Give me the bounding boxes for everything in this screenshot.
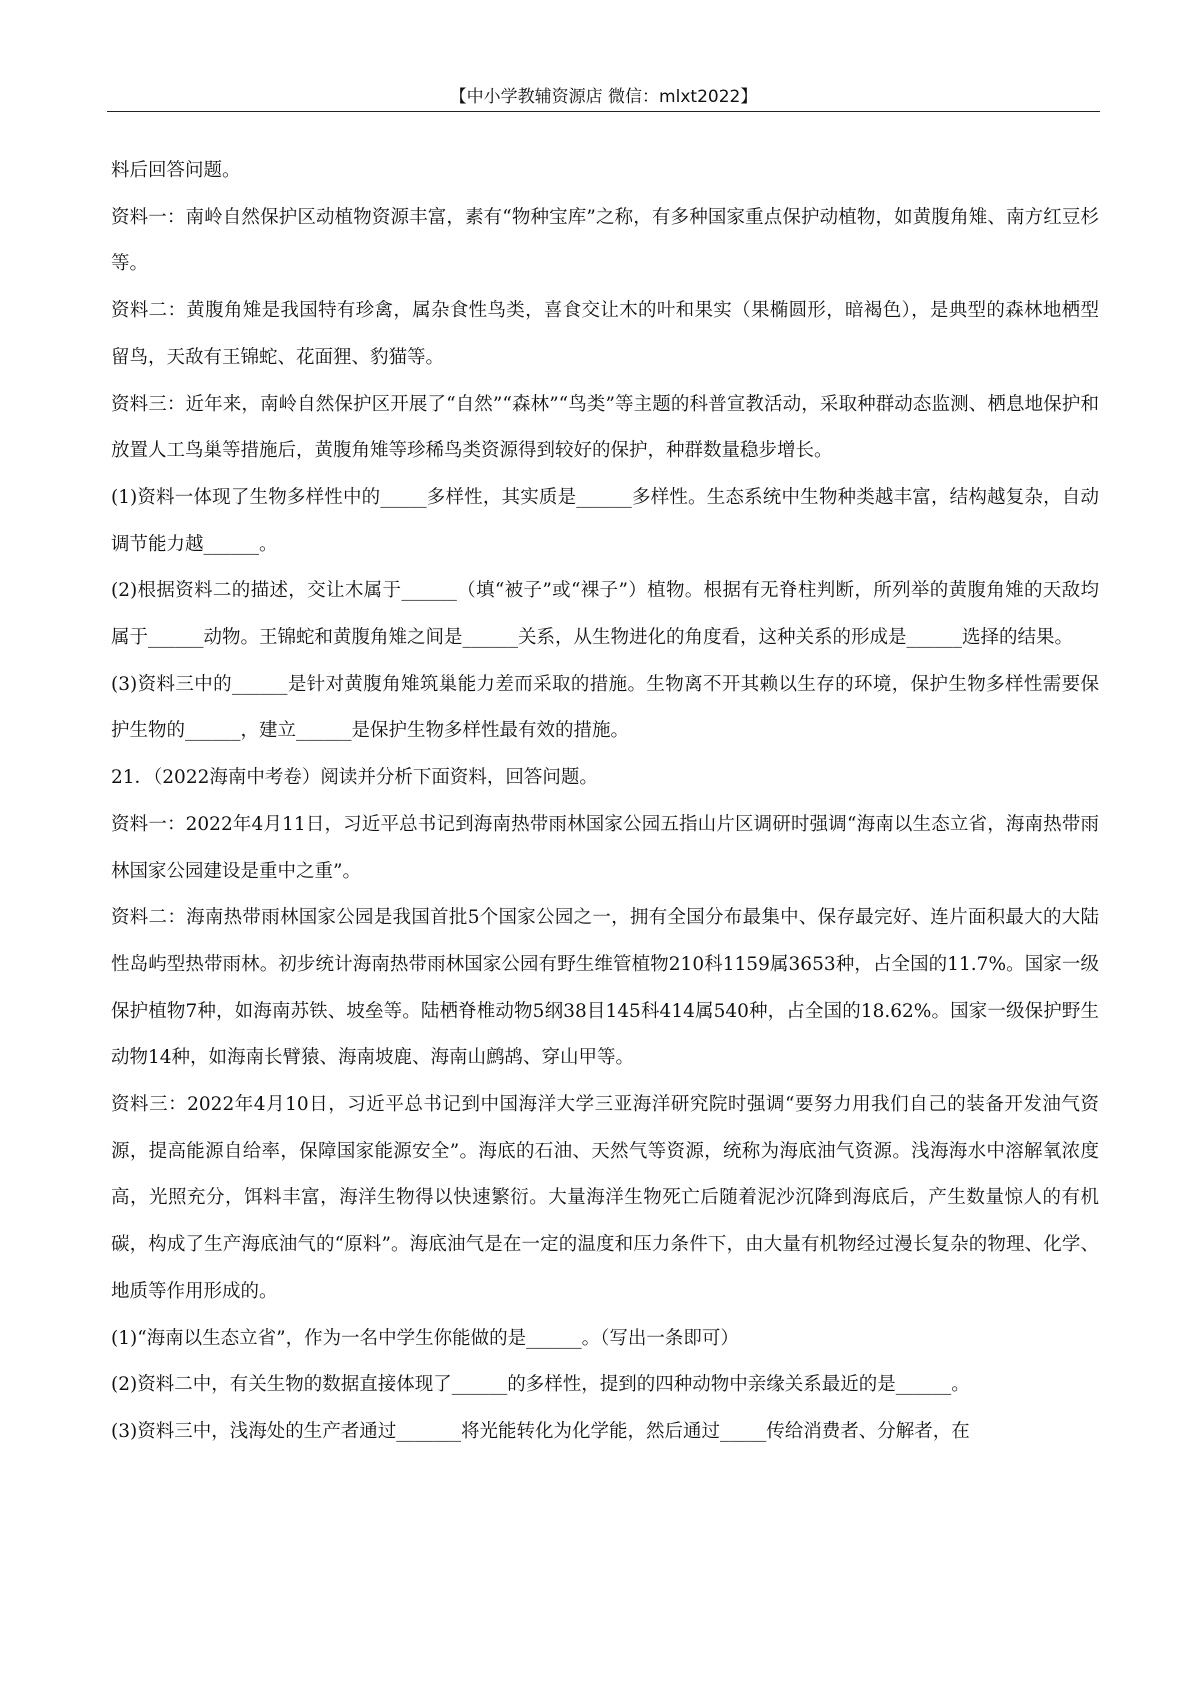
question-1: (1)资料一体现了生物多样性中的_____多样性，其实质是______多样性。生态系统中生物种类越丰富，结构越复杂，自动调节能力越______。 xyxy=(111,486,1099,555)
problem-21-heading: 21．（2022海南中考卷）阅读并分析下面资料，回答问题。 xyxy=(111,767,598,789)
paragraph-material-3: 资料三：近年来，南岭自然保护区开展了“自然”“森林”“鸟类”等主题的科普宣教活动，采取种群动态监测、栖息地保护和放置人工鸟巢等措施后，黄腹角雉等珍稀鸟类资源得到较好的保护，种群数量稳步增长。 xyxy=(111,393,1099,462)
paragraph-21-material-1: 资料一：2022年4月11日，习近平总书记到海南热带雨林国家公园五指山片区调研时强调“海南以生态立省，海南热带雨林国家公园建设是重中之重”。 xyxy=(111,813,1099,882)
paragraph-continuation: 料后回答问题。 xyxy=(111,160,241,181)
question-3: (3)资料三中的______是针对黄腹角雉筑巢能力差而采取的措施。生物离不开其赖以生存的环境，保护生物多样性需要保护生物的______，建立______是保护生物多样性最有效的措施。 xyxy=(111,673,1099,742)
paragraph-material-1: 资料一：南岭自然保护区动植物资源丰富，素有“物种宝库”之称，有多种国家重点保护动植物，如黄腹角雉、南方红豆杉等。 xyxy=(111,206,1099,275)
paragraph-21-material-2: 资料二：海南热带雨林国家公园是我国首批5个国家公园之一，拥有全国分布最集中、保存最完好、连片面积最大的大陆性岛屿型热带雨林。初步统计海南热带雨林国家公园有野生维管植物210科1159属3653种，占全国的11.7%。国家一级保护植物7种，如海南苏铁、坡垒等。陆栖脊椎动物5纲38目145科414属540种，占全国的18.62%。国家一级保护野生动物14种，如海南长臂猿、海南坡鹿、海南山鹧鸪、穿山甲等。 xyxy=(111,907,1099,1069)
question-2: (2)根据资料二的描述，交让木属于______（填“被子”或“裸子”）植物。根据有无脊柱判断，所列举的黄腹角雉的天敌均属于______动物。王锦蛇和黄腹角雉之间是______关系，从生物进化的角度看，这种关系的形成是______选择的结果。 xyxy=(111,580,1099,649)
question-21-1: (1)“海南以生态立省”，作为一名中学生你能做的是______。（写出一条即可） xyxy=(111,1327,739,1349)
document-body xyxy=(111,148,1099,1456)
paragraph-material-2: 资料二：黄腹角雉是我国特有珍禽，属杂食性鸟类，喜食交让木的叶和果实（果椭圆形，暗褐色），是典型的森林地栖型留鸟，天敌有王锦蛇、花面狸、豹猫等。 xyxy=(111,300,1099,368)
question-21-2: (2)资料二中，有关生物的数据直接体现了______的多样性，提到的四种动物中亲缘关系最近的是______。 xyxy=(111,1374,970,1396)
header-divider xyxy=(107,111,1100,112)
paragraph-21-material-3: 资料三：2022年4月10日，习近平总书记到中国海洋大学三亚海洋研究院时强调“要努力用我们自己的装备开发油气资源，提高能源自给率，保障国家能源安全”。海底的石油、天然气等资源，统称为海底油气资源。浅海海水中溶解氧浓度高，光照充分，饵料丰富，海洋生物得以快速繁衍。大量海洋生物死亡后随着泥沙沉降到海底后，产生数量惊人的有机碳，构成了生产海底油气的“原料”。海底油气是在一定的温度和压力条件下，由大量有机物经过漫长复杂的物理、化学、地质等作用形成的。 xyxy=(111,1094,1099,1302)
question-21-3: (3)资料三中，浅海处的生产者通过_______将光能转化为化学能，然后通过_____传给消费者、分解者，在 xyxy=(111,1420,970,1442)
page-header: 【中小学教辅资源店 微信：mlxt2022】 xyxy=(449,87,758,107)
